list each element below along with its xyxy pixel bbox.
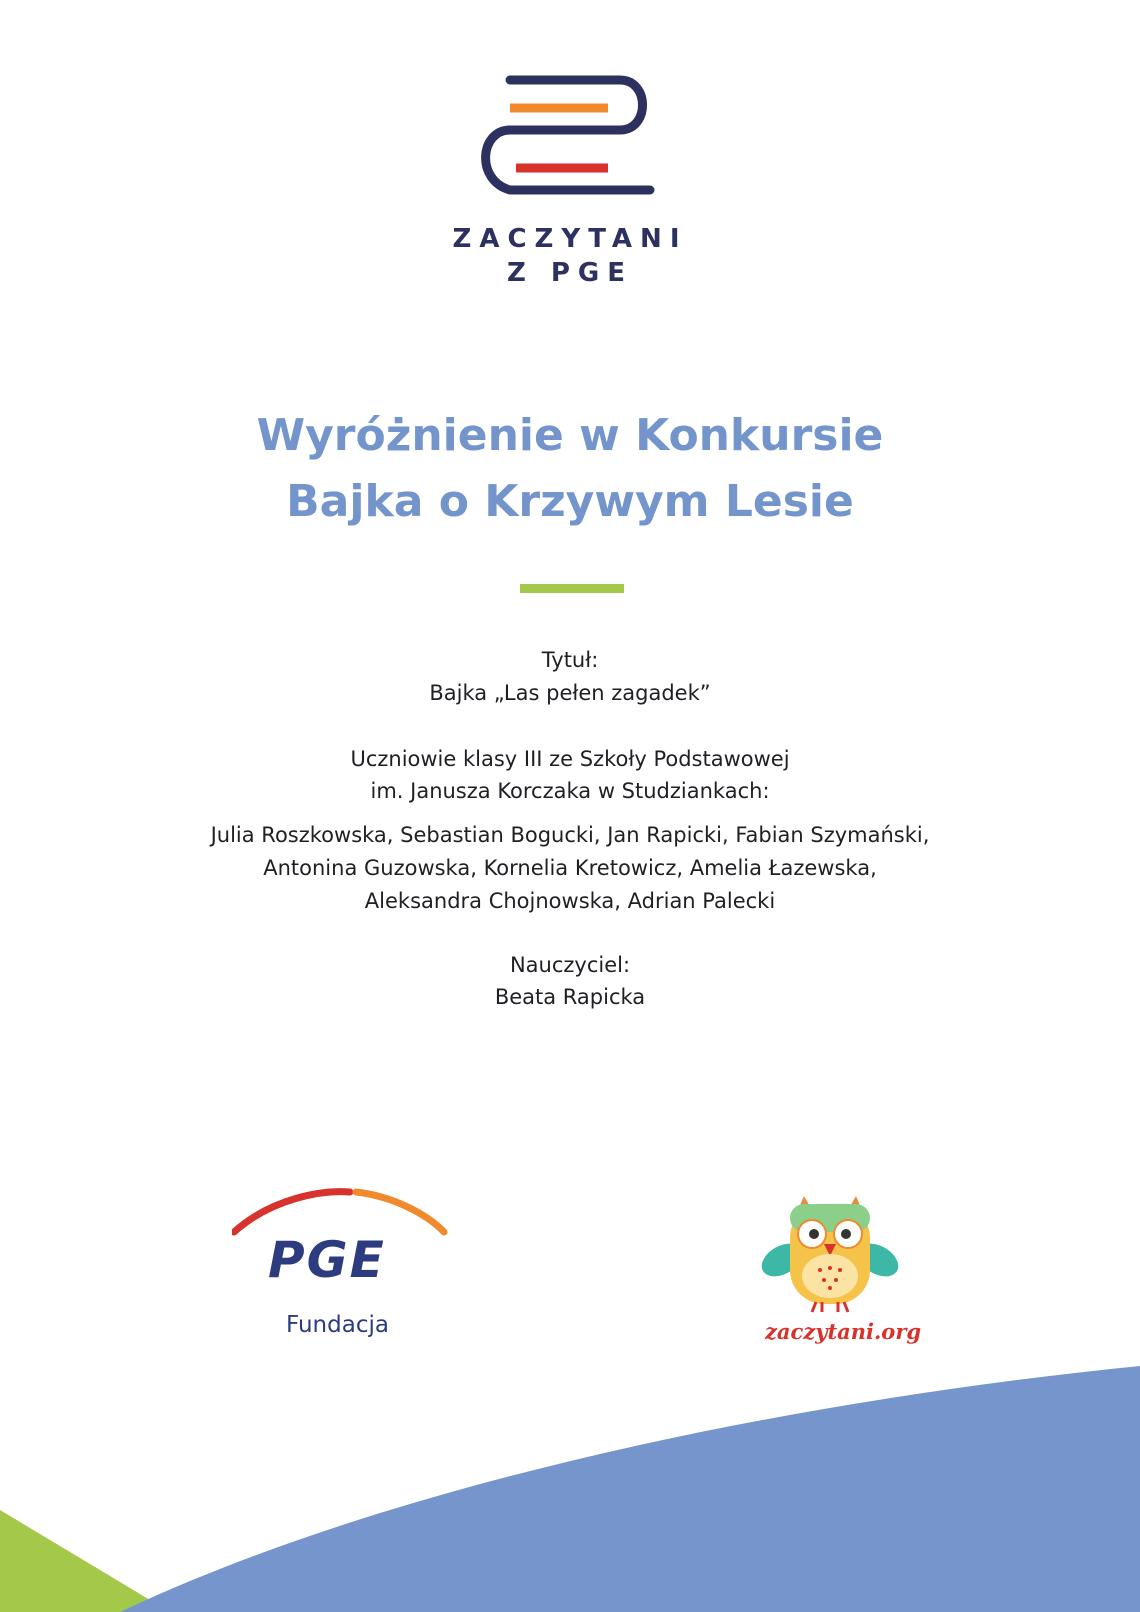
teacher-label: Nauczyciel:: [509, 953, 631, 977]
bottom-wave-decoration: [0, 1360, 1140, 1612]
logo-text-line2: Z PGE: [506, 258, 634, 288]
teacher-name: Beata Rapicka: [494, 985, 646, 1009]
logo-text-line1: ZACZYTANI: [452, 224, 688, 254]
student-names-line2: Antonina Guzowska, Kornelia Kretowicz, Amelia Łazewska,: [263, 856, 877, 880]
pge-fundacja-label: Fundacja: [286, 1312, 389, 1338]
award-heading-line1: Wyróżnienie w Konkursie: [256, 410, 884, 461]
school-line1: Uczniowie klasy III ze Szkoły Podstawowej: [350, 747, 790, 771]
student-names-line3: Aleksandra Chojnowska, Adrian Palecki: [364, 889, 776, 913]
zaczytani-logo-icon: [470, 70, 670, 220]
award-heading-line2: Bajka o Krzywym Lesie: [286, 476, 854, 527]
green-divider: [520, 584, 624, 593]
student-names-line1: Julia Roszkowska, Sebastian Bogucki, Jan Rapicki, Fabian Szymański,: [210, 823, 930, 847]
title-value: Bajka „Las pełen zagadek”: [429, 681, 711, 705]
owl-icon: [760, 1196, 900, 1316]
pge-logo-word: PGE: [268, 1231, 386, 1289]
school-line2: im. Janusza Korczaka w Studziankach:: [370, 779, 770, 803]
title-label: Tytuł:: [541, 648, 599, 672]
zaczytani-org-link: zaczytani.org: [765, 1319, 922, 1344]
